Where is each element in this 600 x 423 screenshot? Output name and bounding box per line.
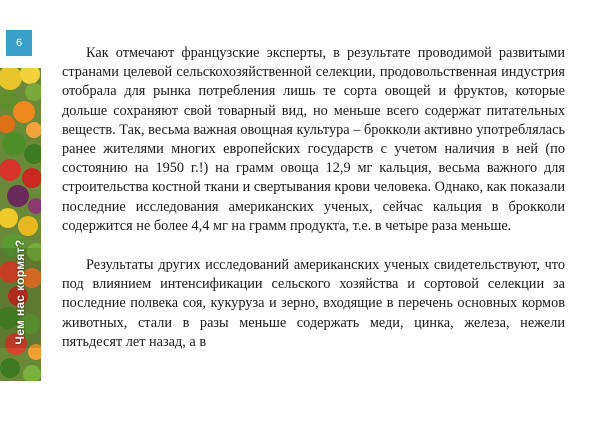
sidebar-caption: Чем нас кормят? (13, 239, 27, 345)
left-sidebar (0, 0, 41, 423)
page-number-badge: 6 (6, 30, 32, 56)
paragraph-1: Как отмечают французские эксперты, в результате проводимой развитыми странами целевой сельскохозяйственной селекции, продовольственная индустрия отобрала для рынка потребления лишь те сорта овощей и фруктов, которые дольше сохраняют свой товарный вид, но меньше всего содержат питательных веществ. Так, весьма важная овощная культура – брокколи активно употреблялась ранее жителями многих европейских государств с учетом наличия в ней (по состоянию на 1950 г.!) на грамм овоща 12,9 мг кальция, весьма важного для строительства костной ткани и свертывания крови человека. Однако, как показали последние исследования американских ученых, сейчас кальция в брокколи содержится не более 4,4 мг на грамм продукта, т.е. в четыре раза меньше. (62, 45, 565, 234)
produce-image-strip (0, 68, 41, 381)
article-text (62, 44, 565, 352)
paragraph-2: Результаты других исследований американских ученых свидетельствуют, что под влиянием интенсификации сельского хозяйства и сортовой селекции за последние полвека соя, кукуруза и зерно, входящие в перечень основных кормов животных, стали в разы меньше содержать меди, цинка, железа, нежели пятьдесят лет назад, а в (62, 257, 565, 350)
